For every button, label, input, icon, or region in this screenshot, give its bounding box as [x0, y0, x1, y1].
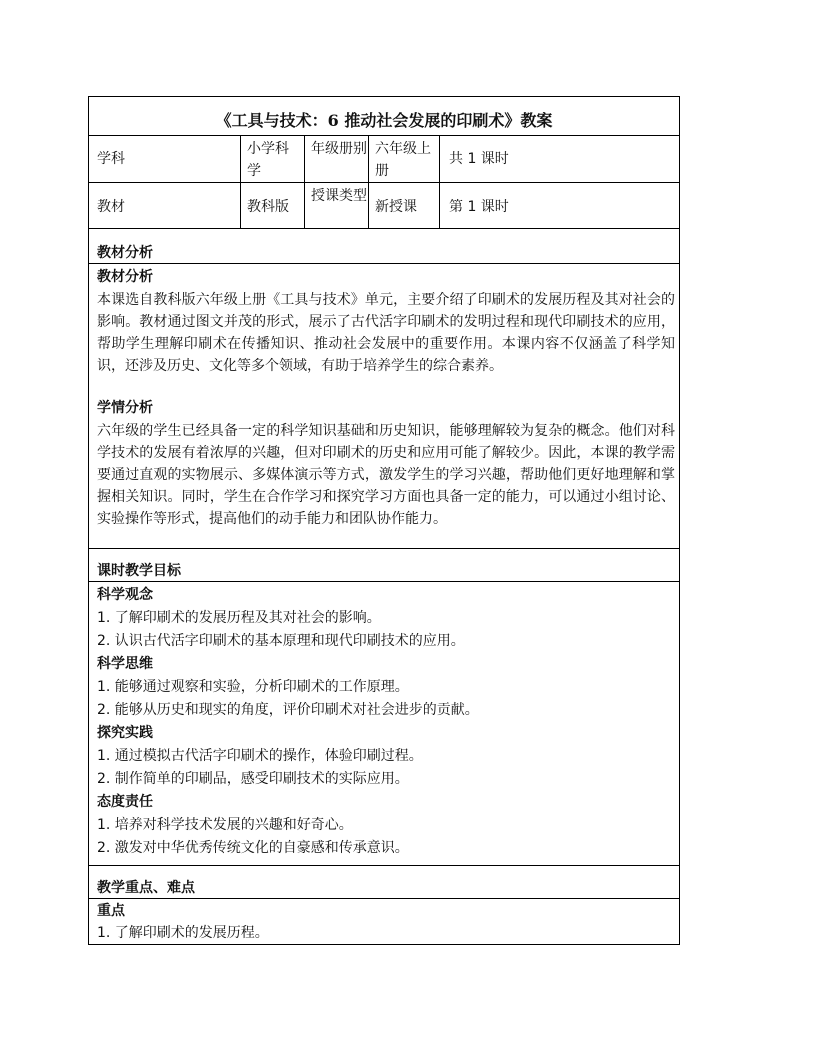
- table-divider: [89, 182, 679, 183]
- table-divider: [89, 228, 679, 229]
- subject-label: 学科: [97, 151, 125, 167]
- table-divider: [89, 865, 679, 866]
- material-label: 教材: [97, 199, 125, 215]
- grade-label: 年级册别: [311, 141, 367, 157]
- analysis-section-title: 教材分析: [97, 245, 153, 261]
- lesson-type-label: 授课类型: [311, 188, 367, 204]
- lesson-type-value: 新授课: [375, 199, 417, 215]
- table-divider: [89, 898, 679, 899]
- column-divider: [304, 135, 305, 228]
- column-divider: [368, 135, 369, 228]
- objective-item: 2. 激发对中华优秀传统文化的自豪感和传承意识。: [97, 840, 409, 856]
- lesson-plan-table: [88, 96, 680, 945]
- objective-item: 1. 通过模拟古代活字印刷术的操作，体验印刷过程。: [97, 748, 423, 764]
- keypoint-item: 1. 了解印刷术的发展历程。: [97, 925, 269, 941]
- table-divider: [89, 548, 679, 549]
- student-analysis-heading: 学情分析: [97, 400, 153, 416]
- material-analysis-heading: 教材分析: [97, 269, 153, 285]
- objective-heading: 科学观念: [97, 587, 153, 603]
- document-title: 《工具与技术：6 推动社会发展的印刷术》教案: [215, 111, 553, 130]
- keypoints-section-title: 教学重点、难点: [97, 880, 195, 896]
- objective-item: 1. 了解印刷术的发展历程及其对社会的影响。: [97, 610, 381, 626]
- objective-item: 2. 能够从历史和现实的角度，评价印刷术对社会进步的贡献。: [97, 702, 479, 718]
- column-divider: [439, 135, 440, 228]
- keypoints-heading: 重点: [97, 903, 125, 919]
- objective-item: 1. 能够通过观察和实验，分析印刷术的工作原理。: [97, 679, 409, 695]
- objective-heading: 探究实践: [97, 725, 153, 741]
- total-hours: 共 1 课时: [449, 151, 509, 167]
- objectives-section-title: 课时教学目标: [97, 563, 181, 579]
- student-analysis-text: 六年级的学生已经具备一定的科学知识基础和历史知识，能够理解较为复杂的概念。他们对科学技术的发展有着浓厚的兴趣，但对印刷术的历史和应用可能了解较少。因此，本课的教学需要通过直观的实物展示、多媒体演示等方式，激发学生的学习兴趣，帮助他们更好地理解和掌握相关知识。同时，学生在合作学习和探究学习方面也具备一定的能力，可以通过小组讨论、实验操作等形式，提高他们的动手能力和团队协作能力。: [97, 423, 675, 527]
- objective-item: 2. 制作简单的印刷品，感受印刷技术的实际应用。: [97, 771, 409, 787]
- column-divider: [240, 135, 241, 228]
- objective-heading: 科学思维: [97, 656, 153, 672]
- material-analysis-text: 本课选自教科版六年级上册《工具与技术》单元，主要介绍了印刷术的发展历程及其对社会的影响。教材通过图文并茂的形式，展示了古代活字印刷术的发明过程和现代印刷技术的应用，帮助学生理解印刷术在传播知识、推动社会发展中的重要作用。本课内容不仅涵盖了科学知识，还涉及历史、文化等多个领域，有助于培养学生的综合素养。: [97, 292, 675, 374]
- objective-item: 1. 培养对科学技术发展的兴趣和好奇心。: [97, 817, 353, 833]
- table-divider: [89, 263, 679, 264]
- material-value: 教科版: [247, 199, 289, 215]
- subject-value: 小学科学: [247, 141, 289, 179]
- objective-heading: 态度责任: [97, 794, 153, 810]
- table-divider: [89, 135, 679, 136]
- objective-item: 2. 认识古代活字印刷术的基本原理和现代印刷技术的应用。: [97, 633, 465, 649]
- table-divider: [89, 581, 679, 582]
- hour-number: 第 1 课时: [449, 199, 509, 215]
- grade-value: 六年级上册: [375, 141, 431, 179]
